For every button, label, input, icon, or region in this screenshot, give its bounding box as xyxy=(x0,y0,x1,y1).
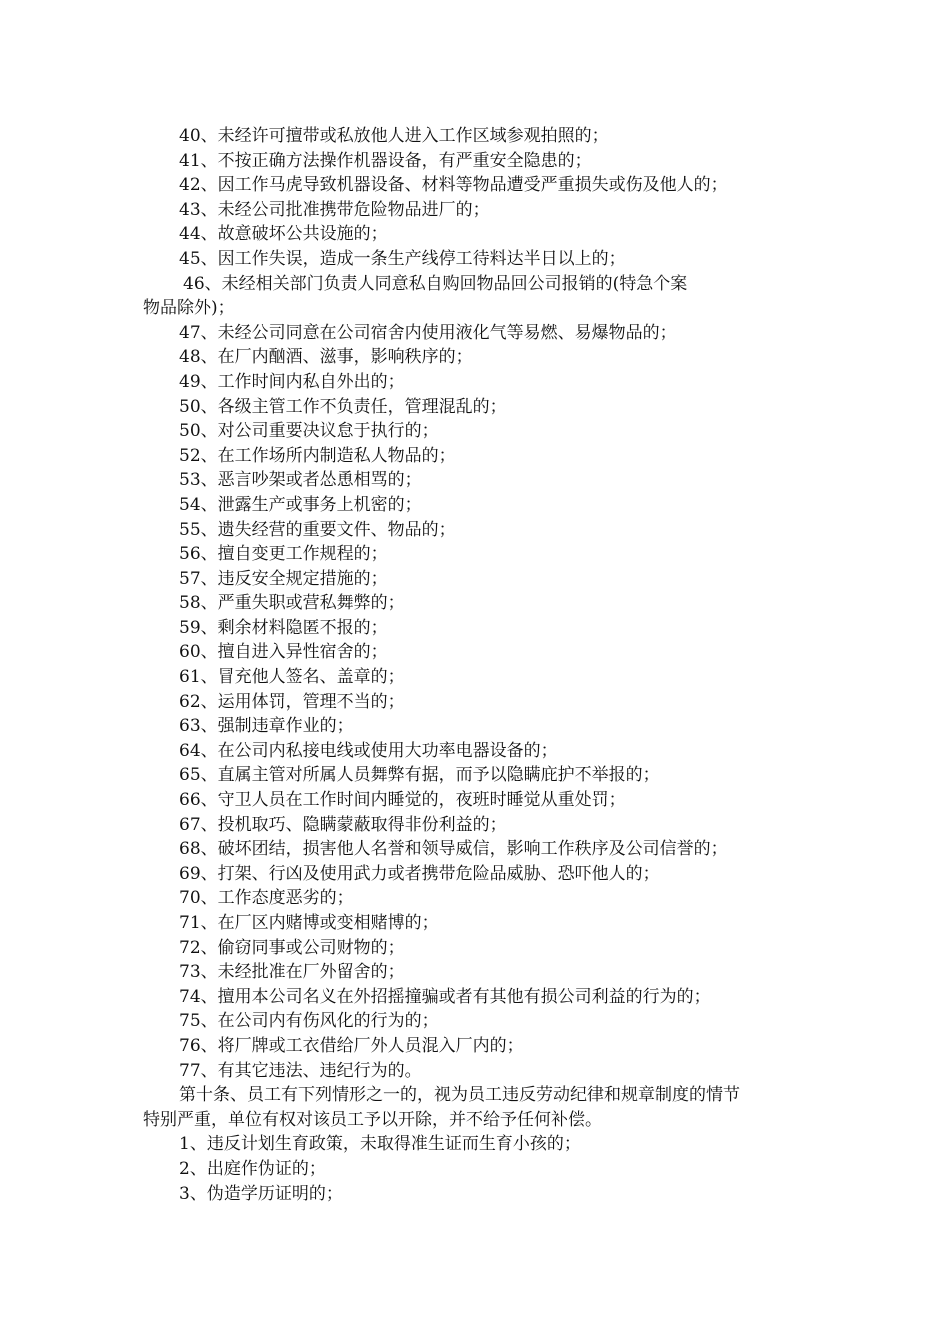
list-item: 75、在公司内有伤风化的行为的； xyxy=(179,1011,439,1032)
list-item: 56、擅自变更工作规程的； xyxy=(179,544,388,565)
list-item: 69、打架、行凶及使用武力或者携带危险品威胁、恐吓他人的； xyxy=(179,863,660,884)
list-item: 71、在厂区内赌博或变相赌博的； xyxy=(179,913,439,933)
list-item: 44、故意破坏公共设施的； xyxy=(179,224,388,245)
list-item: 48、在厂内酗酒、滋事，影响秩序的； xyxy=(179,347,473,368)
list-item: 43、未经公司批准携带危险物品进厂的； xyxy=(179,199,490,220)
list-item: 46、未经相关部门负责人同意私自购回物品回公司报销的(特急个案 xyxy=(183,273,688,294)
article-heading-continuation: 特别严重，单位有权对该员工予以开除，并不给予任何补偿。 xyxy=(143,1109,602,1130)
list-item: 70、工作态度恶劣的； xyxy=(179,888,354,909)
list-item: 1、违反计划生育政策，未取得准生证而生育小孩的； xyxy=(179,1134,581,1155)
list-item: 54、泄露生产或事务上机密的； xyxy=(179,494,422,515)
list-item: 76、将厂牌或工衣借给厂外人员混入厂内的； xyxy=(179,1035,524,1056)
list-item: 3、伪造学历证明的； xyxy=(179,1183,343,1204)
list-item: 68、破坏团结，损害他人名誉和领导威信，影响工作秩序及公司信誉的； xyxy=(179,839,728,860)
list-item: 62、运用体罚，管理不当的； xyxy=(179,691,405,712)
list-item: 73、未经批准在厂外留舍的； xyxy=(179,962,405,983)
list-item: 42、因工作马虎导致机器设备、材料等物品遭受严重损失或伤及他人的； xyxy=(179,175,728,196)
list-item: 74、擅用本公司名义在外招摇撞骗或者有其他有损公司利益的行为的； xyxy=(179,986,711,1007)
list-item: 64、在公司内私接电线或使用大功率电器设备的； xyxy=(179,740,558,761)
list-item: 40、未经许可擅带或私放他人进入工作区域参观拍照的； xyxy=(179,126,609,146)
list-item: 45、因工作失误，造成一条生产线停工待料达半日以上的； xyxy=(179,248,626,269)
list-item: 49、工作时间内私自外出的； xyxy=(179,371,405,392)
list-item: 60、擅自进入异性宿舍的； xyxy=(179,642,388,663)
article-heading: 第十条、员工有下列情形之一的，视为员工违反劳动纪律和规章制度的情节 xyxy=(179,1085,740,1106)
list-item: 63、强制违章作业的； xyxy=(179,716,354,737)
list-item: 59、剩余材料隐匿不报的； xyxy=(179,617,388,638)
list-item: 2、出庭作伪证的； xyxy=(179,1158,326,1179)
list-item: 41、不按正确方法操作机器设备，有严重安全隐患的； xyxy=(179,150,592,171)
list-item: 58、严重失职或营私舞弊的； xyxy=(179,593,405,614)
list-item: 55、遗失经营的重要文件、物品的； xyxy=(179,519,456,540)
list-item: 57、违反安全规定措施的； xyxy=(179,568,388,589)
list-item: 53、恶言吵架或者怂恿相骂的； xyxy=(179,470,422,491)
list-item: 50、对公司重要决议怠于执行的； xyxy=(179,421,439,442)
list-item: 61、冒充他人签名、盖章的； xyxy=(179,667,405,688)
list-item: 65、直属主管对所属人员舞弊有据，而予以隐瞒庇护不举报的； xyxy=(179,765,660,786)
list-item: 72、偷窃同事或公司财物的； xyxy=(179,937,405,958)
list-item: 77、有其它违法、违纪行为的。 xyxy=(179,1060,422,1081)
list-item: 50、各级主管工作不负责任，管理混乱的； xyxy=(179,396,507,417)
list-item: 66、守卫人员在工作时间内睡觉的，夜班时睡觉从重处罚； xyxy=(179,790,626,811)
list-item: 52、在工作场所内制造私人物品的； xyxy=(179,445,456,466)
document-body xyxy=(143,124,803,1206)
list-item: 67、投机取巧、隐瞒蒙蔽取得非份利益的； xyxy=(179,814,507,835)
list-item: 47、未经公司同意在公司宿舍内使用液化气等易燃、易爆物品的； xyxy=(179,322,677,343)
list-item-continuation: 物品除外)； xyxy=(143,298,235,319)
